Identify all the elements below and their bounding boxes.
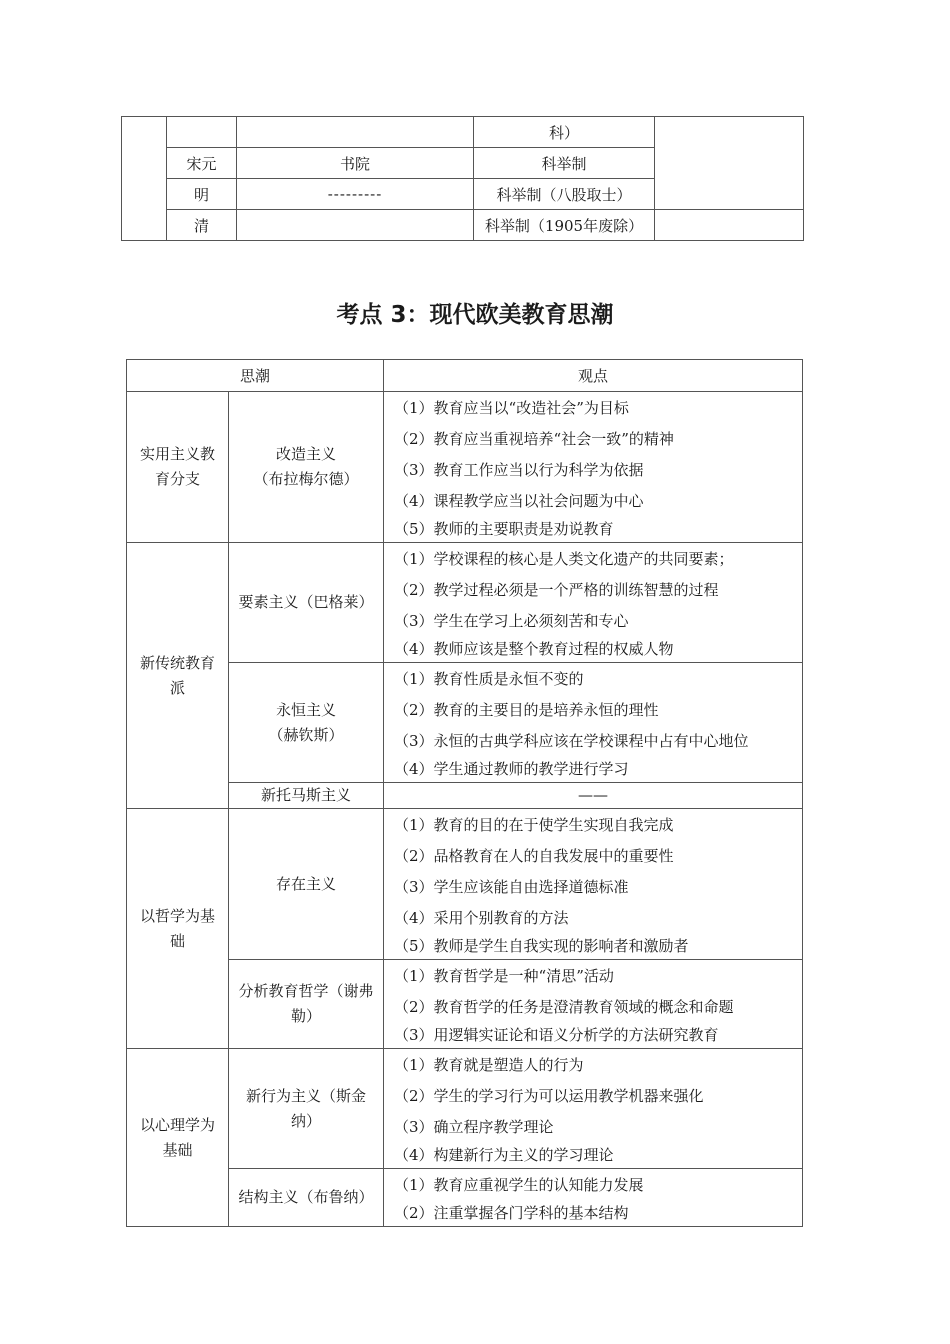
views-cell bbox=[384, 392, 803, 543]
header-trend: 思潮 bbox=[127, 360, 384, 392]
view-item: （4）学生通过教师的教学进行学习 bbox=[394, 760, 629, 778]
view-item: （3）教育工作应当以行为科学为依据 bbox=[394, 461, 644, 479]
view-item: （3）学生在学习上必须刻苦和专心 bbox=[394, 612, 629, 630]
school-cell: 要素主义（巴格莱） bbox=[229, 543, 384, 663]
view-item: （4）课程教学应当以社会问题为中心 bbox=[394, 492, 644, 510]
table-row bbox=[127, 392, 803, 543]
school-cell: 结构主义（布鲁纳） bbox=[229, 1169, 384, 1227]
view-item: （3）永恒的古典学科应该在学校课程中占有中心地位 bbox=[394, 732, 749, 750]
view-item: （3）用逻辑实证论和语义分析学的方法研究教育 bbox=[394, 1026, 719, 1044]
view-item: （2）教育的主要目的是培养永恒的理性 bbox=[394, 701, 659, 719]
school-cell bbox=[237, 210, 474, 241]
view-item: （3）确立程序教学理论 bbox=[394, 1118, 554, 1136]
view-item: —— bbox=[578, 785, 609, 804]
view-item: （2）学生的学习行为可以运用教学机器来强化 bbox=[394, 1087, 704, 1105]
school-cell: 改造主义 （布拉梅尔德） bbox=[229, 392, 384, 543]
view-item: （4）教师应该是整个教育过程的权威人物 bbox=[394, 640, 674, 658]
view-item: （2）教育应当重视培养“社会一致”的精神 bbox=[394, 430, 674, 448]
table-header-row bbox=[127, 360, 803, 392]
view-item: （5）教师是学生自我实现的影响者和激励者 bbox=[394, 937, 689, 955]
view-item: （2）品格教育在人的自我发展中的重要性 bbox=[394, 847, 674, 865]
dynasty-cell: 清 bbox=[167, 210, 237, 241]
view-item: （1）教育应当以“改造社会”为目标 bbox=[394, 399, 629, 417]
category-cell: 实用主义教育分支 bbox=[127, 392, 229, 543]
view-item: （1）教育就是塑造人的行为 bbox=[394, 1056, 584, 1074]
school-cell: 永恒主义 （赫钦斯） bbox=[229, 663, 384, 783]
table-row bbox=[122, 210, 804, 241]
view-item: （3）学生应该能自由选择道德标准 bbox=[394, 878, 629, 896]
school-cell: 存在主义 bbox=[229, 809, 384, 960]
category-cell: 新传统教育派 bbox=[127, 543, 229, 809]
dynasty-cell: 明 bbox=[167, 179, 237, 210]
school-cell: 书院 bbox=[237, 148, 474, 179]
header-views: 观点 bbox=[384, 360, 803, 392]
school-cell: 分析教育哲学（谢弗勒） bbox=[229, 960, 384, 1049]
views-cell bbox=[384, 783, 803, 809]
table-row bbox=[127, 809, 803, 960]
blank-cell bbox=[655, 117, 804, 210]
blank-cell bbox=[655, 210, 804, 241]
views-cell bbox=[384, 663, 803, 783]
table-row bbox=[127, 1049, 803, 1169]
dynasty-cell bbox=[167, 117, 237, 148]
view-item: （4）采用个别教育的方法 bbox=[394, 909, 569, 927]
table-row bbox=[127, 543, 803, 663]
view-item: （1）学校课程的核心是人类文化遗产的共同要素； bbox=[394, 550, 734, 568]
table-row bbox=[127, 663, 803, 783]
school-cell: --------- bbox=[237, 179, 474, 210]
view-item: （1）教育的目的在于使学生实现自我完成 bbox=[394, 816, 674, 834]
system-cell: 科举制 bbox=[474, 148, 655, 179]
views-cell bbox=[384, 1049, 803, 1169]
category-cell: 以哲学为基础 bbox=[127, 809, 229, 1049]
view-item: （2）教学过程必须是一个严格的训练智慧的过程 bbox=[394, 581, 719, 599]
table-row bbox=[127, 960, 803, 1049]
views-cell bbox=[384, 960, 803, 1049]
dynasty-table bbox=[121, 116, 804, 241]
view-item: （2）注重掌握各门学科的基本结构 bbox=[394, 1204, 629, 1222]
education-trends-table bbox=[126, 359, 803, 1227]
system-cell: 科举制（八股取士） bbox=[474, 179, 655, 210]
table-row bbox=[127, 1169, 803, 1227]
table-row bbox=[127, 783, 803, 809]
school-cell bbox=[237, 117, 474, 148]
school-cell: 新托马斯主义 bbox=[229, 783, 384, 809]
view-item: （1）教育哲学是一种“清思”活动 bbox=[394, 967, 614, 985]
view-item: （5）教师的主要职责是劝说教育 bbox=[394, 520, 614, 538]
view-item: （1）教育应重视学生的认知能力发展 bbox=[394, 1176, 644, 1194]
views-cell bbox=[384, 1169, 803, 1227]
view-item: （1）教育性质是永恒不变的 bbox=[394, 670, 584, 688]
section-title: 考点 3：现代欧美教育思潮 bbox=[336, 302, 614, 328]
blank-cell bbox=[122, 117, 167, 241]
system-cell: 科） bbox=[474, 117, 655, 148]
system-cell: 科举制（1905年废除） bbox=[474, 210, 655, 241]
views-cell bbox=[384, 543, 803, 663]
view-item: （2）教育哲学的任务是澄清教育领域的概念和命题 bbox=[394, 998, 734, 1016]
dynasty-cell: 宋元 bbox=[167, 148, 237, 179]
table-row bbox=[122, 117, 804, 148]
views-cell bbox=[384, 809, 803, 960]
view-item: （4）构建新行为主义的学习理论 bbox=[394, 1146, 614, 1164]
category-cell: 以心理学为基础 bbox=[127, 1049, 229, 1227]
school-cell: 新行为主义（斯金纳） bbox=[229, 1049, 384, 1169]
